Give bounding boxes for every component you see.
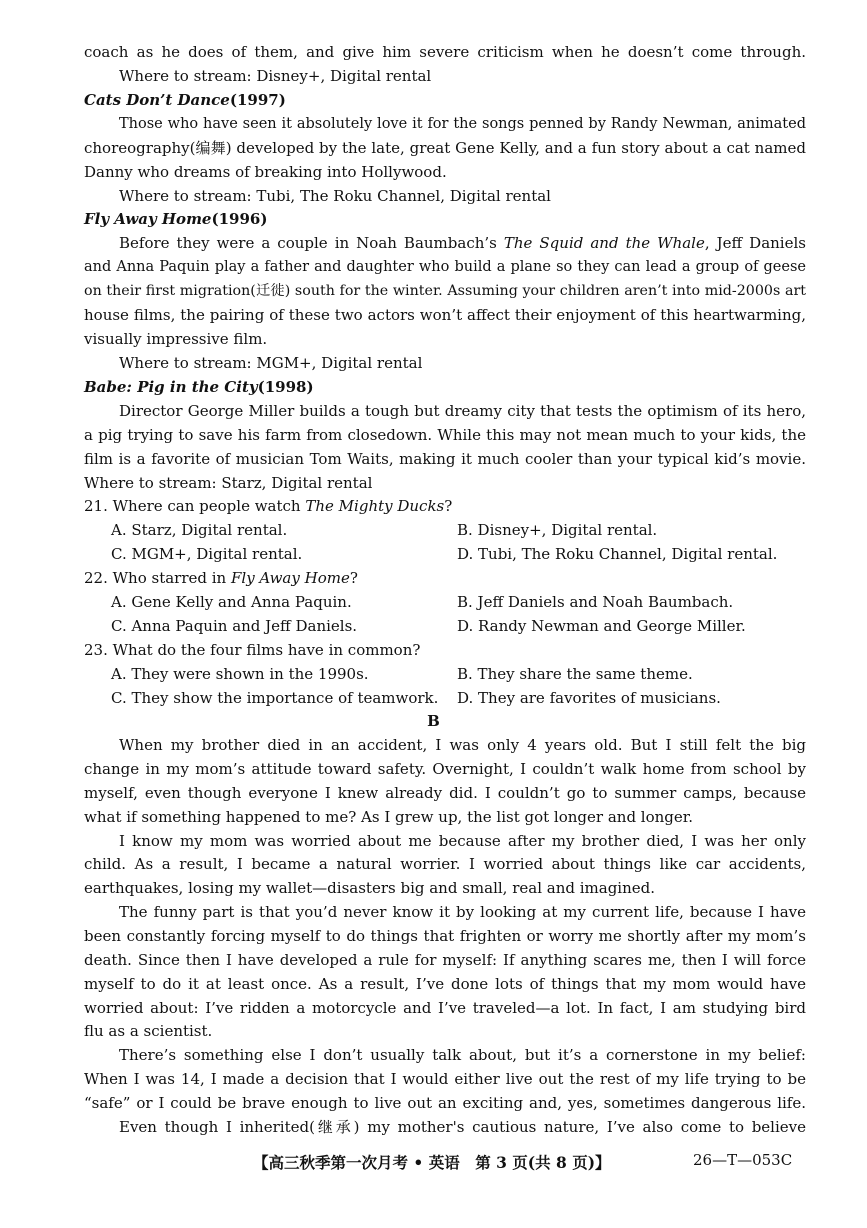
- option-a[interactable]: A. They were shown in the 1990s.: [111, 665, 369, 683]
- option-a[interactable]: A. Starz, Digital rental.: [111, 521, 288, 539]
- passage-line: myself, even though everyone I knew already did. I couldn’t go to summer camps, because: [84, 784, 806, 802]
- passage-line: worried about: I’ve ridden a motorcycle and I’ve traveled—a lot. In fact, I am studying bird: [84, 999, 806, 1017]
- passage-line: There’s something else I don’t usually talk about, but it’s a cornerstone in my belief:: [119, 1046, 806, 1064]
- stem-text: 21. Where can people watch: [84, 497, 306, 515]
- film-year: (1997): [229, 91, 286, 109]
- passage-line: visually impressive film.: [84, 330, 268, 348]
- passage-line: on their first migration(迁徙) south for the winter. Assuming your children aren’t into mid-2000s art: [84, 283, 806, 299]
- option-b[interactable]: B. They share the same theme.: [457, 665, 693, 683]
- footer-exam-info: 【高三秋季第一次月考 • 英语 第 3 页(共 8 页)】: [253, 1153, 611, 1172]
- question-stem: [84, 639, 806, 661]
- passage-line: a pig trying to save his farm from closedown. While this may not mean much to your kids, the: [84, 426, 806, 444]
- stream-line: Where to stream: Tubi, The Roku Channel, Digital rental: [119, 187, 551, 205]
- passage-line: When I was 14, I made a decision that I would either live out the rest of my life trying to be: [84, 1070, 806, 1088]
- option-c[interactable]: C. They show the importance of teamwork.: [111, 689, 439, 707]
- passage-line: death. Since then I have developed a rule for myself: If anything scares me, then I will force: [84, 951, 806, 969]
- passage-line: myself to do it at least once. As a result, I’ve done lots of things that my mom would have: [84, 975, 806, 993]
- stream-line: Where to stream: Starz, Digital rental: [84, 474, 373, 492]
- passage-line: Danny who dreams of breaking into Hollywood.: [84, 163, 447, 181]
- passage-line: child. As a result, I became a natural worrier. I worried about things like car accidents,: [84, 855, 806, 873]
- option-c[interactable]: C. MGM+, Digital rental.: [111, 545, 303, 563]
- stem-title: Fly Away Home: [230, 569, 350, 587]
- stream-line: Where to stream: Disney+, Digital rental: [119, 67, 432, 85]
- passage-line: When my brother died in an accident, I was only 4 years old. But I still felt the big: [119, 736, 806, 754]
- stem-end: ?: [349, 569, 358, 587]
- passage-line: flu as a scientist.: [84, 1022, 213, 1040]
- stream-line: Where to stream: MGM+, Digital rental: [119, 354, 423, 372]
- footer-code: 26—T—053C: [693, 1151, 793, 1169]
- passage-line: and Anna Paquin play a father and daughter who build a plane so they can lead a group of geese: [84, 259, 806, 275]
- film-title-text: Babe: Pig in the City: [84, 378, 258, 396]
- option-a[interactable]: A. Gene Kelly and Anna Paquin.: [111, 593, 352, 611]
- passage-line: been constantly forcing myself to do things that frighten or worry me shortly after my mom’s: [84, 927, 806, 945]
- option-d[interactable]: D. Randy Newman and George Miller.: [457, 617, 746, 635]
- passage-line: Those who have seen it absolutely love it for the songs penned by Randy Newman, animated: [119, 116, 806, 132]
- option-b[interactable]: B. Disney+, Digital rental.: [457, 521, 658, 539]
- film-title: [84, 89, 806, 111]
- stem-title: The Mighty Ducks: [305, 497, 445, 515]
- film-title-inline: The Squid and the Whale: [503, 234, 705, 252]
- film-title: [84, 208, 806, 230]
- option-d[interactable]: D. They are favorites of musicians.: [457, 689, 721, 707]
- film-year: (1996): [211, 210, 268, 228]
- passage-line: I know my mom was worried about me because after my brother died, I was her only: [119, 832, 806, 850]
- film-title-text: Cats Don’t Dance: [84, 91, 230, 109]
- stem-text: 23. What do the four films have in common?: [84, 641, 421, 659]
- option-d[interactable]: D. Tubi, The Roku Channel, Digital rental.: [457, 545, 778, 563]
- passage-line: choreography(编舞) developed by the late, great Gene Kelly, and a fun story about a cat named: [84, 139, 806, 157]
- section-heading: B: [427, 712, 440, 730]
- film-title: [84, 376, 806, 398]
- film-title-text: Fly Away Home: [84, 210, 212, 228]
- passage-line: Even though I inherited(继承) my mother's cautious nature, I’ve also come to believe: [119, 1118, 806, 1136]
- passage-line: what if something happened to me? As I grew up, the list got longer and longer.: [84, 808, 694, 826]
- passage-line: house films, the pairing of these two actors won’t affect their enjoyment of this heartwarming,: [84, 306, 806, 324]
- passage-line: “safe” or I could be brave enough to live out an exciting and, yes, sometimes dangerous life.: [84, 1094, 806, 1112]
- option-b[interactable]: B. Jeff Daniels and Noah Baumbach.: [457, 593, 734, 611]
- passage-line: film is a favorite of musician Tom Waits, making it much cooler than your typical kid’s movie.: [84, 450, 806, 468]
- passage-line: change in my mom’s attitude toward safety. Overnight, I couldn’t walk home from school by: [84, 760, 806, 778]
- stem-end: ?: [444, 497, 453, 515]
- passage-line: Director George Miller builds a tough but dreamy city that tests the optimism of its hero,: [119, 402, 806, 420]
- passage-line: earthquakes, losing my wallet—disasters big and small, real and imagined.: [84, 879, 656, 897]
- question-stem: [84, 495, 806, 517]
- stem-text: 22. Who starred in: [84, 569, 231, 587]
- question-stem: [84, 567, 806, 589]
- passage-line: coach as he does of them, and give him severe criticism when he doesn’t come through.: [84, 43, 806, 61]
- option-c[interactable]: C. Anna Paquin and Jeff Daniels.: [111, 617, 358, 635]
- film-year: (1998): [257, 378, 314, 396]
- passage-line: Before they were a couple in Noah Baumbach’s The Squid and the Whale, Jeff Daniels: [119, 234, 806, 252]
- passage-line: The funny part is that you’d never know it by looking at my current life, because I have: [119, 903, 806, 921]
